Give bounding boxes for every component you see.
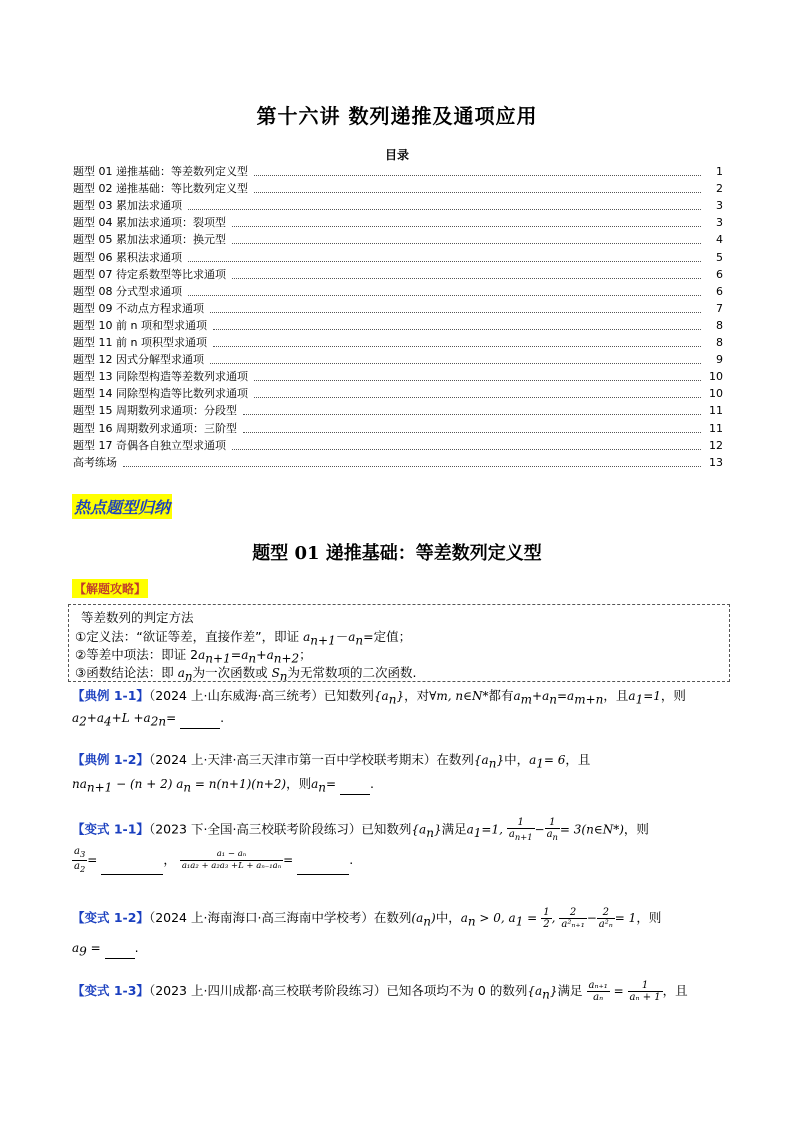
toc-item[interactable] [73,179,723,196]
toc-item-label: 题型 01 递推基础：等差数列定义型 [73,165,248,179]
toc-item-label: 题型 07 待定系数型等比求通项 [73,267,226,281]
toc-item-page: 4 [716,233,723,247]
variant-1-1-line-2: $\frac{a_3}{a_2}$ = ， $\frac{\text{a₁ − aₙ}}{\text{a₁a₂ + a₂a₃ +L + aₙ₋₁aₙ}}$ = . [74,846,354,874]
toc-item-label: 题型 15 周期数列求通项：分段型 [73,404,237,418]
toc-leader-dots [254,174,701,176]
toc-item[interactable] [73,316,723,333]
toc-leader-dots [232,277,701,279]
toc-item-label: 题型 13 同除型构造等差数列求通项 [73,370,248,384]
fraction: $\frac{\text{a₁ − aₙ}}{\text{a₁a₂ + a₂a₃ +L + aₙ₋₁aₙ}}$ [181,849,282,871]
method-box [68,604,730,682]
toc-item-page: 8 [716,318,723,332]
toc-item-label: 高考练场 [73,455,117,469]
toc-item-page: 9 [716,353,723,367]
fraction: $\frac{1}{a_n}$ [546,817,558,842]
toc-item[interactable] [73,230,723,247]
toc-item[interactable] [73,401,723,418]
table-of-contents [73,162,723,470]
fraction: $\frac{1}{\text{aₙ + 1}}$ [629,980,661,1003]
toc-item[interactable] [73,367,723,384]
toc-item-page: 10 [709,370,723,384]
toc-leader-dots [243,413,701,415]
answer-blank [297,862,349,875]
toc-item-page: 2 [716,182,723,196]
toc-item-page: 1 [716,165,723,179]
method-line-1: ①定义法：“欲证等差，直接作差”，即证 $a_{n+1}-a_n=$定值； [75,629,412,648]
answer-blank [340,782,370,795]
toc-item-page: 3 [716,216,723,230]
section-title: 题型 01 递推基础：等差数列定义型 [252,543,542,564]
toc-item-page: 11 [709,421,723,435]
fraction: $\frac{1}{2}$ [543,907,550,930]
toc-item-label: 题型 05 累加法求通项：换元型 [73,233,226,247]
toc-leader-dots [254,396,701,398]
toc-item[interactable] [73,333,723,350]
toc-item[interactable] [73,196,723,213]
toc-leader-dots [123,465,701,467]
fraction: $\frac{\text{aₙ₊₁}}{\text{aₙ}}$ [588,980,608,1003]
toc-item-label: 题型 06 累积法求通项 [73,250,182,264]
toc-item-page: 3 [716,199,723,213]
variant-1-3: 【变式 1-3】（2023 上·四川成都·高三校联考阶段练习）已知各项均不为 0 的数列$\{a_n\}$满足 $\frac{\text{aₙ₊₁}}{\text{aₙ}}$ = $\frac{1}{\text{aₙ + 1}}$ ，且 [72,980,688,1003]
toc-item-page: 10 [709,387,723,401]
toc-item[interactable] [73,453,723,470]
example-1-1-line-2: $a_2+a_4+L +a_{2n}=$ . [72,710,225,729]
toc-heading: 目录 [384,148,409,162]
toc-item[interactable] [73,350,723,367]
fraction: $\frac{1}{a_{n+1}}$ [508,817,533,842]
toc-leader-dots [254,379,701,381]
toc-item-label: 题型 03 累加法求通项 [73,199,182,213]
toc-item-page: 7 [716,301,723,315]
toc-item-page: 13 [709,455,723,469]
toc-leader-dots [254,191,701,193]
fraction: $\frac{2}{\text{a²ₙ}}$ [598,907,613,930]
fraction: $\frac{2}{\text{a²ₙ₊₁}}$ [561,907,585,930]
method-line-2: ②等差中项法：即证 $2a_{n+1}=a_n+a_{n+2}$； [75,647,312,666]
toc-item-label: 题型 11 前 n 项积型求通项 [73,336,207,350]
toc-item[interactable] [73,384,723,401]
toc-leader-dots [210,311,701,313]
example-1-1: 【典例 1-1】（2024 上·山东威海·高三统考）已知数列$\{a_n\}$，对∀m, n∈N*都有$a_m+a_n=a_{m+n}$，且$a_1=1$，则 [72,688,686,707]
toc-item-label: 题型 04 累加法求通项：裂项型 [73,216,226,230]
page-title: 第十六讲 数列递推及通项应用 [256,104,538,128]
answer-blank [101,862,163,875]
fraction: $\frac{a_3}{a_2}$ [74,846,86,874]
variant-1-2: 【变式 1-2】（2024 上·海南海口·高三海南中学校考）在数列$(a_n)$中，$a_n > 0$, $a_1$ = $\frac{1}{2}$ , $\frac{2}{\text{a²ₙ₊₁}}$ − $\frac{2}{\text{a²ₙ}}$ = 1，则 [72,907,662,930]
toc-leader-dots [213,328,701,330]
toc-leader-dots [232,242,701,244]
toc-item[interactable] [73,418,723,435]
toc-leader-dots [188,294,701,296]
toc-item[interactable] [73,213,723,230]
toc-item-label: 题型 09 不动点方程求通项 [73,301,204,315]
tip-label: 【解题攻略】 [72,579,148,598]
toc-item[interactable] [73,299,723,316]
toc-leader-dots [210,362,701,364]
toc-item[interactable] [73,436,723,453]
toc-item-label: 题型 16 周期数列求通项：三阶型 [73,421,237,435]
toc-leader-dots [243,431,701,433]
toc-leader-dots [188,208,701,210]
toc-item-page: 11 [709,404,723,418]
toc-item-label: 题型 14 同除型构造等比数列求通项 [73,387,248,401]
toc-item-label: 题型 10 前 n 项和型求通项 [73,318,207,332]
example-1-2: 【典例 1-2】（2024 上·天津·高三天津市第一百中学校联考期末）在数列$\{a_n\}$中，$a_1= 6$，且 [72,752,591,771]
answer-blank [180,716,220,729]
variant-1-1: 【变式 1-1】（2023 下·全国·高三校联考阶段练习）已知数列$\{a_n\}$满足$a_1=1$, $\frac{1}{a_{n+1}}$ − $\frac{1}{a_n}$ = 3(n∈N*)，则 [72,817,649,842]
toc-item-page: 12 [709,438,723,452]
toc-leader-dots [232,225,701,227]
toc-item-page: 6 [716,284,723,298]
toc-item-label: 题型 02 递推基础：等比数列定义型 [73,182,248,196]
toc-item-label: 题型 12 因式分解型求通项 [73,353,204,367]
toc-item[interactable] [73,162,723,179]
toc-item-page: 5 [716,250,723,264]
toc-leader-dots [188,260,701,262]
toc-item[interactable] [73,282,723,299]
toc-leader-dots [232,448,701,450]
toc-item-label: 题型 17 奇偶各自独立型求通项 [73,438,226,452]
method-box-heading: 等差数列的判定方法 [81,610,194,625]
method-line-3: ③函数结论法：即 $a_n$为一次函数或 $S_n$为无常数项的二次函数. [75,665,417,684]
toc-leader-dots [213,345,701,347]
variant-1-2-line-2: $a_9$ = . [72,940,139,959]
answer-blank [105,946,135,959]
toc-item-page: 6 [716,267,723,281]
toc-item[interactable] [73,247,723,264]
toc-item[interactable] [73,265,723,282]
toc-item-label: 题型 08 分式型求通项 [73,284,182,298]
hot-topics-label: 热点题型归纳 [72,494,172,519]
example-1-2-line-2: $na_{n+1} - (n + 2) a_n = n(n+1)(n+2)$，则$a_n=$ . [72,776,375,795]
toc-item-page: 8 [716,336,723,350]
